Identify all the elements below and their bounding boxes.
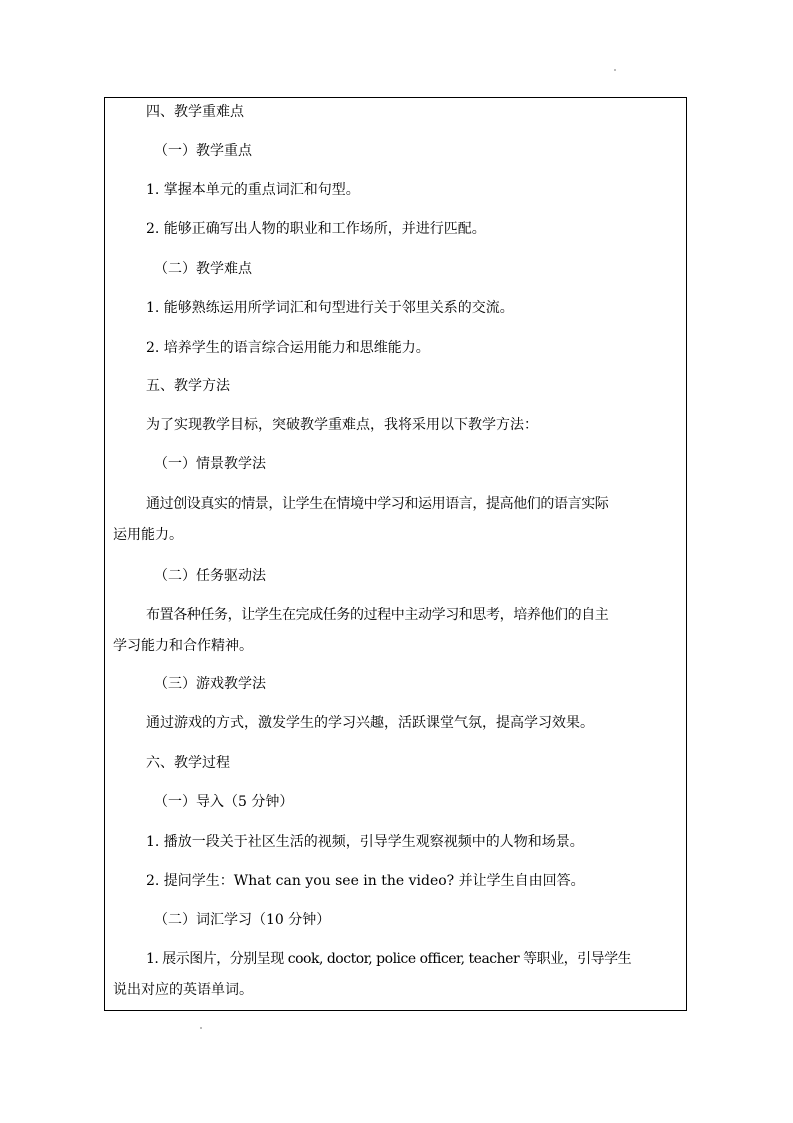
paragraph: 为了实现教学目标，突破教学重难点，我将采用以下教学方法： — [146, 417, 538, 433]
heading-teaching-methods: 五、教学方法 — [146, 378, 230, 394]
paragraph: 2. 提问学生：What can you see in the video? 并让学生自由回答。 — [146, 873, 585, 889]
subheading-task-driven-method: （二）任务驱动法 — [154, 568, 266, 584]
subheading-game-method: （三）游戏教学法 — [154, 676, 266, 692]
paragraph: 1. 能够熟练运用所学词汇和句型进行关于邻里关系的交流。 — [146, 300, 514, 316]
heading-teaching-process: 六、教学过程 — [146, 755, 230, 771]
paragraph: 布置各种任务，让学生在完成任务的过程中主动学习和思考，培养他们的自主 — [146, 607, 609, 623]
paragraph: 2. 能够正确写出人物的职业和工作场所，并进行匹配。 — [146, 221, 486, 237]
paragraph-continuation: 学习能力和合作精神。 — [113, 638, 253, 654]
subheading-introduction: （一）导入（5 分钟） — [154, 794, 294, 810]
paragraph-continuation: 运用能力。 — [113, 527, 183, 543]
scan-speck — [200, 1027, 202, 1029]
paragraph-continuation: 说出对应的英语单词。 — [113, 982, 253, 998]
subheading-vocabulary-learning: （二）词汇学习（10 分钟） — [154, 912, 331, 928]
paragraph: 2. 培养学生的语言综合运用能力和思维能力。 — [146, 340, 430, 356]
heading-key-difficult-points: 四、教学重难点 — [146, 104, 244, 120]
subheading-situational-method: （一）情景教学法 — [154, 456, 266, 472]
paragraph: 1. 展示图片，分别呈现 cook, doctor, police officer, teacher 等职业，引导学生 — [146, 951, 632, 967]
subheading-key-points: （一）教学重点 — [154, 143, 252, 159]
scan-speck — [614, 69, 616, 71]
paragraph: 通过游戏的方式，激发学生的学习兴趣，活跃课堂气氛，提高学习效果。 — [146, 715, 594, 731]
subheading-difficult-points: （二）教学难点 — [154, 261, 252, 277]
paragraph: 1. 播放一段关于社区生活的视频，引导学生观察视频中的人物和场景。 — [146, 834, 584, 850]
paragraph: 通过创设真实的情景，让学生在情境中学习和运用语言，提高他们的语言实际 — [146, 496, 609, 512]
paragraph: 1. 掌握本单元的重点词汇和句型。 — [146, 182, 360, 198]
